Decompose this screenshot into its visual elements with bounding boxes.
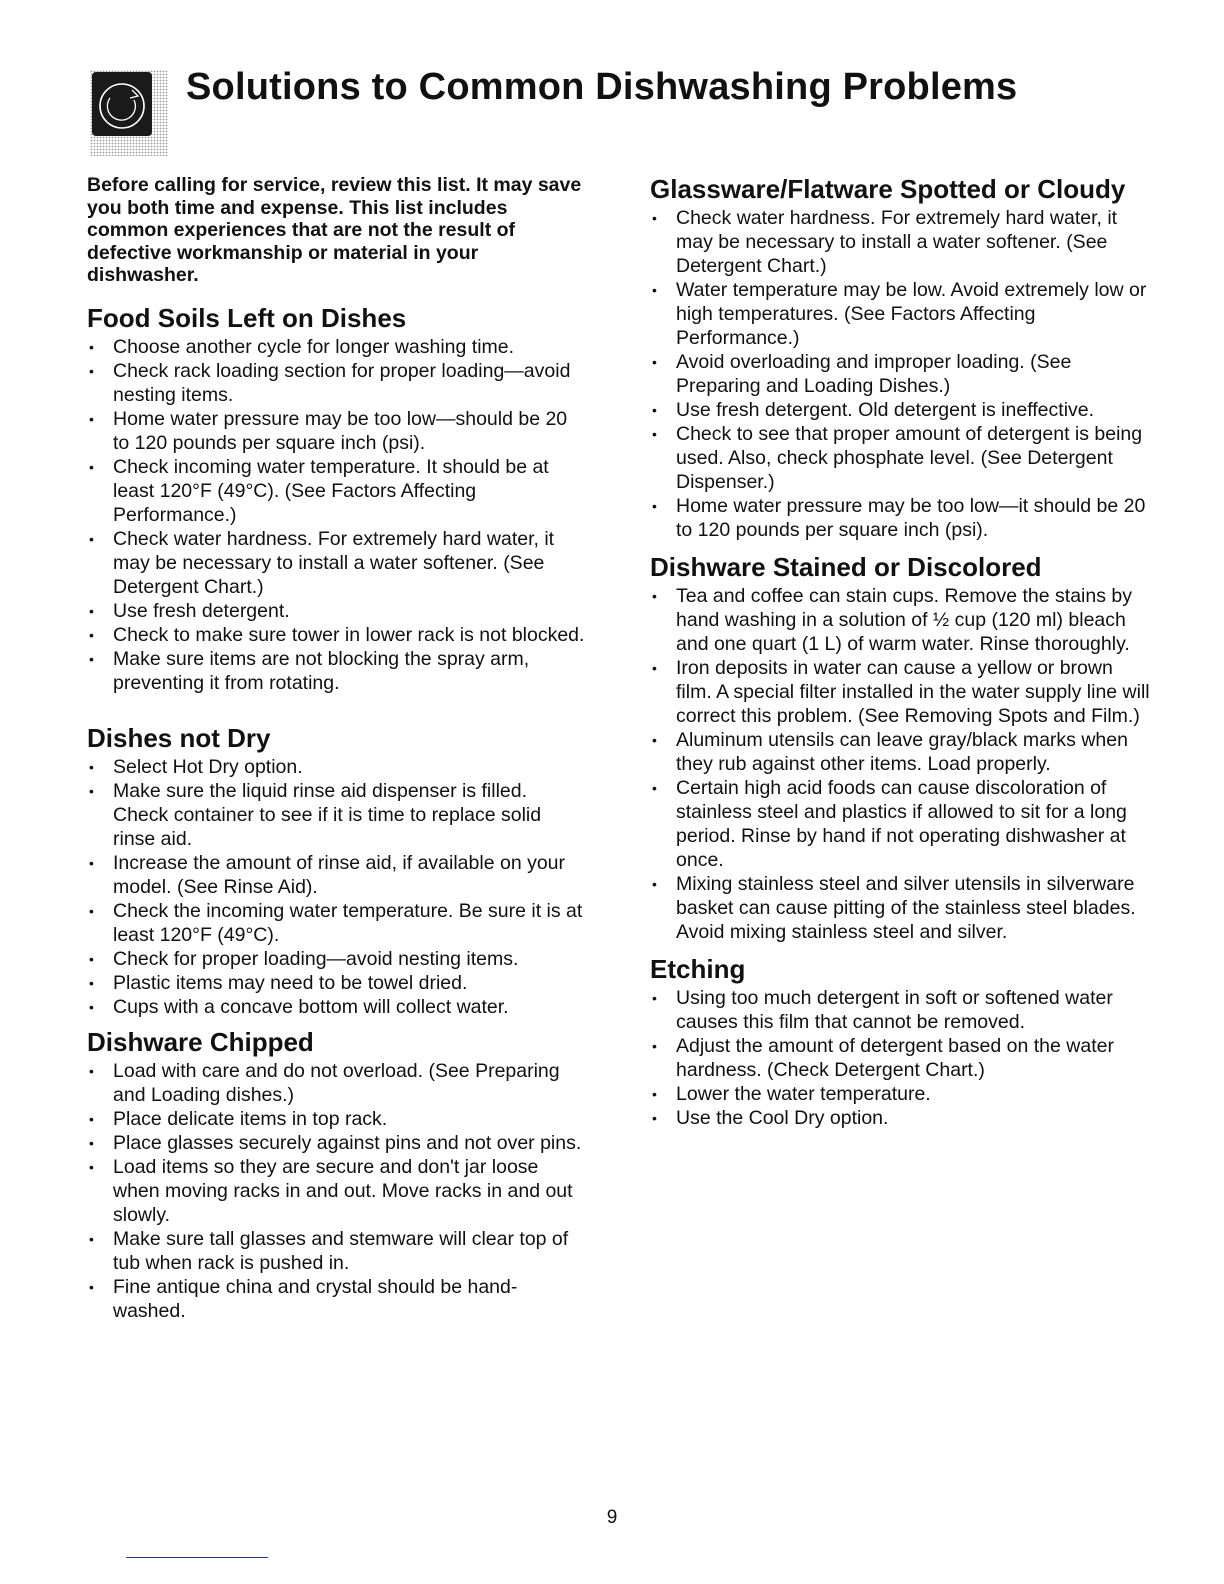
list-item: • Make sure items are not blocking the spray arm, preventing it from rotating.: [87, 647, 587, 695]
section-icon: [90, 70, 168, 156]
list-item: • Mixing stainless steel and silver utensils in silverware basket can cause pitting of the stainless steel blades. Avoid mixing stainless steel and silver.: [650, 872, 1150, 944]
list-item: • Using too much detergent in soft or softened water causes this film that cannot be removed.: [650, 986, 1150, 1034]
section-dishes-not-dry: [87, 723, 587, 1019]
section-title: Etching: [650, 954, 746, 984]
section-etching: [650, 954, 1150, 1130]
list-item: • Water temperature may be low. Avoid extremely low or high temperatures. (See Factors Affecting Performance.): [650, 278, 1150, 350]
section-food-soils: [87, 303, 587, 695]
list-item: • Home water pressure may be too low—should be 20 to 120 pounds per square inch (psi).: [87, 407, 587, 455]
list-item: • Check incoming water temperature. It should be at least 120°F (49°C). (See Factors Affecting Performance.): [87, 455, 587, 527]
right-column: [650, 174, 1150, 1140]
bullet-list: [87, 755, 587, 1019]
list-item: • Place delicate items in top rack.: [87, 1107, 587, 1131]
list-item: • Adjust the amount of detergent based on the water hardness. (Check Detergent Chart.): [650, 1034, 1150, 1082]
list-item: • Load with care and do not overload. (See Preparing and Loading dishes.): [87, 1059, 587, 1107]
list-item: • Certain high acid foods can cause discoloration of stainless steel and plastics if allowed to sit for a long period. Rinse by hand if not operating dishwasher at once.: [650, 776, 1150, 872]
list-item: • Check rack loading section for proper loading—avoid nesting items.: [87, 359, 587, 407]
list-item: • Increase the amount of rinse aid, if available on your model. (See Rinse Aid).: [87, 851, 587, 899]
section-title: Dishware Stained or Discolored: [650, 552, 1042, 582]
page-number: 9: [606, 1507, 618, 1528]
list-item: • Home water pressure may be too low—it should be 20 to 120 pounds per square inch (psi).: [650, 494, 1150, 542]
section-title: Food Soils Left on Dishes: [87, 302, 407, 333]
list-item: • Check the incoming water temperature. Be sure it is at least 120°F (49°C).: [87, 899, 587, 947]
list-item: • Lower the water temperature.: [650, 1082, 1150, 1106]
list-item: • Use fresh detergent.: [87, 599, 587, 623]
section-title: Dishware Chipped: [87, 1026, 314, 1057]
list-item: • Aluminum utensils can leave gray/black marks when they rub against other items. Load properly.: [650, 728, 1150, 776]
list-item: • Fine antique china and crystal should be hand-washed.: [87, 1275, 587, 1323]
bullet-list: [87, 335, 587, 695]
list-item: • Make sure the liquid rinse aid dispenser is filled. Check container to see if it is time to replace solid rinse aid.: [87, 779, 587, 851]
list-item: • Load items so they are secure and don't jar loose when moving racks in and out. Move racks in and out slowly.: [87, 1155, 587, 1227]
list-item: • Tea and coffee can stain cups. Remove the stains by hand washing in a solution of ½ cup (120 ml) bleach and one quart (1 L) of warm water. Rinse thoroughly.: [650, 584, 1150, 656]
footer-divider: [126, 1557, 268, 1558]
list-item: • Cups with a concave bottom will collect water.: [87, 995, 587, 1019]
list-item: • Place glasses securely against pins and not over pins.: [87, 1131, 587, 1155]
bullet-list: [650, 206, 1150, 542]
list-item: • Avoid overloading and improper loading. (See Preparing and Loading Dishes.): [650, 350, 1150, 398]
list-item: • Check to see that proper amount of detergent is being used. Also, check phosphate level. (See Detergent Dispenser.): [650, 422, 1150, 494]
bullet-list: [650, 986, 1150, 1130]
section-dishware-chipped: [87, 1027, 587, 1323]
list-item: • Make sure tall glasses and stemware will clear top of tub when rack is pushed in.: [87, 1227, 587, 1275]
list-item: • Check water hardness. For extremely hard water, it may be necessary to install a water softener. (See Detergent Chart.): [87, 527, 587, 599]
section-title: Glassware/Flatware Spotted or Cloudy: [650, 174, 1126, 204]
list-item: • Check water hardness. For extremely hard water, it may be necessary to install a water softener. (See Detergent Chart.): [650, 206, 1150, 278]
list-item: • Plastic items may need to be towel dried.: [87, 971, 587, 995]
left-column: [87, 174, 587, 1333]
list-item: • Check for proper loading—avoid nesting items.: [87, 947, 587, 971]
list-item: • Use the Cool Dry option.: [650, 1106, 1150, 1130]
list-item: • Select Hot Dry option.: [87, 755, 587, 779]
troubleshooting-icon: [90, 70, 168, 156]
intro-text: Before calling for service, review this list. It may save you both time and expense. This list includes common experiences that are not the result of defective workmanship or material in your dishwasher.: [87, 174, 582, 286]
section-glassware-spotted: [650, 174, 1150, 542]
bullet-list: [87, 1059, 587, 1323]
list-item: • Iron deposits in water can cause a yellow or brown film. A special filter installed in the water supply line will correct this problem. (See Removing Spots and Film.): [650, 656, 1150, 728]
list-item: • Check to make sure tower in lower rack is not blocked.: [87, 623, 587, 647]
section-title: Dishes not Dry: [87, 722, 271, 753]
list-item: • Choose another cycle for longer washing time.: [87, 335, 587, 359]
list-item: • Use fresh detergent. Old detergent is ineffective.: [650, 398, 1150, 422]
page-title: Solutions to Common Dishwashing Problems: [186, 66, 1018, 108]
bullet-list: [650, 584, 1150, 944]
section-dishware-stained: [650, 552, 1150, 944]
